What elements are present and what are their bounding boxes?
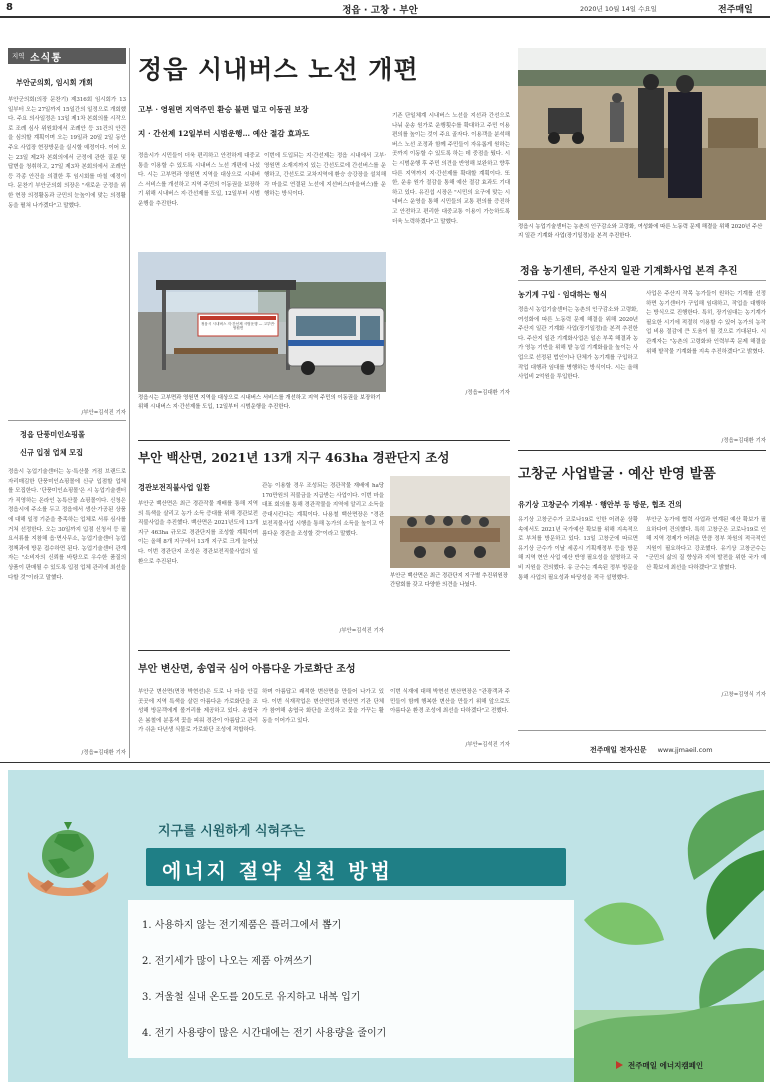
article-byline: /고창=김영식 기자: [721, 692, 766, 698]
article-headline: 부안 백산면, 2021년 13개 지구 463ha 경관단지 조성: [138, 450, 450, 465]
photo-caption: 부안군 백산면은 최근 경관단지 지구별 추진위원장 간담회를 갖고 다양한 의견을 나눴다.: [390, 573, 508, 588]
page-header: [0, 0, 770, 18]
article-byline: /정읍=김대환 기자: [465, 390, 510, 396]
article-byline: /부안=김석진 기자: [339, 628, 384, 634]
ad-list-item: 4. 전기 사용량이 많은 시간대에는 전기 사용량을 줄이기: [142, 1028, 387, 1039]
divider: [8, 420, 126, 421]
article-body: 부안군 백산면은 최근 경관작물 재배를 통해 지역의 특색을 살리고 농가 소득 증대를 위해 경관보전직불사업을 추진했다. 백산면은 2021년도에 13개 지구 463ha 규모로 경관단지를 조성할 계획이며 이는 올해 8개 지구에서 13개 지구로 크게 늘어났다. 이번 경관단지 조성은 경관보전직불사업의 일환으로 추진된다.: [138, 501, 258, 565]
sidebar-item-title: 정읍 단풍미인쇼핑몰: [20, 430, 85, 439]
article-body: 부안군 농가에 협력 사업과 연계된 예산 확보가 필요하다며 건의했다. 특히 고창군은 코로나19로 인해 지역 경제가 어려운 만큼 정부 차원의 적극적인 지원이 필요하다고 강조했다. 유기상 고창군수는 "군민의 삶의 질 향상과 지역 발전을 위한 국가 예산 확보에 최선을 다하겠다"고 밝혔다.: [646, 517, 766, 571]
article-headline: 정읍 농기센터, 주산지 일관 기계화사업 본격 추진: [520, 266, 738, 277]
brand-url: www.jjmaeil.com: [657, 746, 713, 754]
article-byline: /부안=김석진 기자: [465, 742, 510, 748]
leaf-decoration-icon: [574, 770, 764, 1082]
article-body: 이번 식재에 대해 박현선 변산면장은 "관광객과 주민들이 함께 행복한 변산을 만들기 위해 앞으로도 아름다운 환경 조성에 최선을 다하겠다"고 전했다.: [390, 689, 510, 715]
sidebar-tag: 지역: [12, 52, 25, 60]
ad-title: 에너지 절약 실천 방법: [162, 859, 393, 883]
article-subheadline: 고부 · 영원면 지역주민 환승 불편 덜고 이동권 보장: [138, 105, 309, 114]
divider: [518, 450, 766, 451]
article-subheadline: 경관보전직불사업 일환: [138, 483, 210, 492]
article-headline: 정읍 시내버스 노선 개편: [138, 55, 419, 84]
ad-list-item: 2. 전기세가 많이 나오는 제품 아껴쓰기: [142, 956, 313, 967]
photo-caption: 정읍시 농업기술센터는 농촌의 인구감소와 고령화, 여성화에 따른 노동력 문제 해결을 위해 2020년 주산지 일관 기계화 사업(장기일정)을 본격 추진한다.: [518, 224, 763, 239]
article-body: 사업은 주산지 작목 농가들이 원하는 기계를 선정하면 농기센터가 구입해 임대하고, 작업을 대행하는 방식으로 진행한다. 특히, 장기임대는 농기계가 필요한 시기에 적절히 이용할 수 있어 농가의 농작업 비용 절감에 큰 도움이 될 것으로 기대된다. 시 관계자는 "농촌의 고령화와 인력부족 문제 해결을 위해 밭작물 기계화를 지속 추진하겠다"고 밝혔다.: [646, 291, 766, 355]
divider: [518, 280, 766, 281]
campaign-text: 전주매일 에너지캠페인: [628, 1061, 704, 1070]
sidebar-item-body: 정읍시 농업기술센터는 농·특산물 거점 브랜드로 자리매김한 단풍미인쇼핑몰에 신규 입점할 업체를 모집한다. '단풍미인쇼핑몰'은 시 농업기술센터가 직영하는 온라인 농특산물 쇼핑몰이다. 신청은 정읍시에 주소를 두고 정읍에서 생산·가공된 상품에 대해 일정 기준을 충족하는 업체로 서류 심사를 거쳐 선정한다. 오는 30일까지 입점 신청서 등 필요서류를 지참해 읍·면사무소, 농업기술센터 농업정책과에 방문 접수하면 된다. 농업기술센터 관계자는 "소비자의 신뢰를 바탕으로 우수한 품질의 상품이 판매될 수 있도록 입점 업체 관리에 최선을 다할 것"이라고 말했다.: [8, 469, 126, 581]
campaign-label: [616, 1058, 764, 1074]
paper-name: 전주매일: [718, 5, 753, 15]
ad-subtitle: 지구를 시원하게 식혀주는: [158, 824, 306, 839]
column-divider: [129, 48, 130, 758]
ad-list-item: 3. 겨울철 실내 온도를 20도로 유지하고 내복 입기: [142, 992, 361, 1003]
article-headline: 부안 변산면, 송엽국 심어 아름다운 가로화단 조성: [138, 664, 356, 675]
photo-caption: 정읍시는 고부면과 영원면 지역을 대상으로 시내버스 서비스를 개선하고 지역 주민의 이동권을 보장하기 위해 시내버스 지·간선제를 도입, 12일부터 시범운행을 추진한다.: [138, 395, 381, 410]
page-number: 8: [6, 2, 13, 13]
sidebar-item-body: 부안군의회(의장 문찬기) 제316회 임시회가 13일부터 오는 27일까지 15일간의 일정으로 개회했다. 주요 의사일정은 13일 제1차 본회의를 시작으로 조례 심사 위원회에서 조례안 등 31건의 안건을 심의할 계획이며 오는 19일과 20일 2일 동안 주요 사업장 현장방문을 실시할 예정이다. 이어 오는 23일 제2차 본회의에서 군정에 관한 질문 및 답변을 청취하고, 27일 제3차 본회의에서 조례안 등 각종 안건을 의결한 후 임시회를 마칠 예정이다. 문찬기 부안군의회 의장은 "새로운 군정을 위한 현장 의정활동과 군민의 눈높이에 맞는 의정활동을 펼쳐 나가겠다"고 말했다.: [8, 97, 126, 209]
ad-list-item: 1. 사용하지 않는 전기제품은 플러그에서 뽑기: [142, 920, 342, 931]
sidebar-header: [8, 48, 126, 64]
divider: [0, 762, 770, 763]
article-subheadline: 유기상 고창군수 기재부 · 행안부 등 방문, 협조 건의: [518, 500, 682, 509]
article-body: 정읍시 농업기술센터는 농촌의 인구감소와 고령화, 여성화에 따른 노동력 문제 해결을 위해 2020년 주산지 일관 기계화 사업(장기일정)을 본격 추진한다. 주산지 일관 기계화사업은 일손 부족 해결과 농가 영농 기반을 위해 밭 농업 기계화율을 높이는 사업으로 선정된 법인이나 단체가 농기계를 구입하고 작업 대행과 임대를 병행하는 방식이다. 시는 올해 사업비 2억원을 투입한다.: [518, 307, 638, 381]
ad-title-box: [146, 848, 566, 886]
brand-label: 전주매일 전자신문: [590, 745, 647, 754]
section-title: 정읍 · 고창 · 부안: [342, 5, 418, 16]
header-rule: [0, 16, 770, 18]
bus-stop-photo: [138, 252, 386, 392]
article-body: 유기상 고창군수가 코로나19로 인한 어려운 상황 속에서도 2021년 국가예산 확보를 위해 지속적으로 부처를 방문하고 있다. 13일 고창군에 따르면 유기상 군수가 이날 세종시 기획재정부 등을 방문해 지역 현안 사업 예산 반영 필요성을 설명하고 국비 지원을 건의했다. 유 군수는 계속된 정부 방문을 통해 사업의 필요성과 타당성을 적극 설명했다.: [518, 517, 638, 581]
sidebar-column: [8, 48, 126, 758]
sidebar-item-byline: /정읍=김대환 기자: [81, 750, 126, 756]
sidebar-item-subtitle: 신규 입점 업체 모집: [20, 448, 84, 457]
bus-stop-banner: 정읍시 시내버스 지·간선제 시범운행 — 고부면·영원면: [200, 322, 276, 331]
article-subheadline: 지 · 간선제 12일부터 시범운행… 예산 절감 효과도: [138, 129, 310, 138]
farmers-photo: [518, 48, 766, 220]
article-body: 관농 이용할 경우 조성되는 경관작물 재배에 ha당 170만원의 직불금을 지급받는 사업이다. 이번 마을 대표 회의를 통해 경관작물을 지역에 알리고 소득을 증대시킨다는 계획이다. 나용철 백산면장은 "경관보전직불사업 시행을 통해 농가의 소득을 높이고 아름다운 경관을 조성할 것"이라고 말했다.: [262, 483, 384, 537]
meeting-photo: [390, 476, 510, 568]
divider: [518, 730, 766, 731]
issue-date: 2020년 10월 14일 수요일: [580, 5, 657, 13]
divider: [138, 650, 510, 651]
article-body: 기존 단일체계 시내버스 노선을 지선과 간선으로 나눠 운송 원가로 운행횟수를 확대하고 주민 이용 편의를 높이는 것이 주요 골자다. 이용객을 분석해 버스 노선 조정과 함께 주민들이 자유롭게 원하는 곳까지 이동할 수 있도록 하는 데 중점을 뒀다. 시는 시범운행 후 주민 의견을 반영해 보완하고 향후 다른 지역까지 지·간선제를 확대할 계획이다. 또한, 운송 원가 절감을 통해 예산 절감 효과도 기대하고 있다. 유진섭 시장은 "시민의 요구에 맞는 시내버스 운영을 통해 시민들의 교통 편의를 증진하고 안전하고 편리한 대중교통 이용이 가능하도록 더욱 노력하겠다"고 말했다.: [392, 113, 510, 225]
brand-footer: [590, 737, 766, 754]
sidebar-item-title: 부안군의회, 임시회 개회: [16, 78, 93, 87]
article-byline: /정읍=김대환 기자: [721, 438, 766, 444]
article-subheadline: 농기계 구입 · 임대하는 형식: [518, 290, 607, 299]
article-headline: 고창군 사업발굴 · 예산 반영 발품: [518, 466, 716, 482]
divider: [138, 440, 510, 441]
article-body: 이번에 도입되는 지·간선제는 정읍 시내에서 고부·영원면 소재지까지 있는 간선도로에 간선버스를 운행하고, 간선도로 교차지역에 환승 승강장을 설치해 각 마을로 연결된 노선에 지선버스(마을버스)를 운행하는 방식이다.: [264, 153, 386, 198]
article-body: 하며 아름답고 쾌적한 변산면을 만들어 나가고 있다. 이번 식재작업은 변산면민과 변산면 기관 단체가 참여해 송엽국 화단을 조성하고 꽃을 가꾸는 활동을 이어가고 있다.: [262, 689, 384, 724]
energy-ad: [8, 770, 764, 1082]
sidebar-title: 소식통: [30, 53, 62, 64]
sidebar-item-byline: /부안=김석진 기자: [81, 410, 126, 416]
globe-hands-icon: [18, 812, 118, 912]
play-icon: [616, 1061, 623, 1069]
article-body: 정읍시가 시민들이 더욱 편리하고 안전하게 대중교통을 이용할 수 있도록 시내버스 노선 개편에 나섰다. 시는 고부면과 영원면 지역을 대상으로 시내버스 서비스를 개선하고 지역 주민의 이동권을 보장하기 위해 시내버스 지·간선제를 도입, 12일부터 시범운행을 추진한다.: [138, 153, 260, 207]
article-body: 부안군 변산면(면장 박현선)은 도로 나 마을 안길 곳곳에 지역 특색을 살린 아름다운 가로화단을 조성해 방문객에게 볼거리를 제공하고 있다. 송엽국은 봄철에 분홍색 꽃을 피워 경관이 아름답고 관리가 쉬운 다년생 식물로 가로화단 조성에 적합하다.: [138, 689, 258, 734]
